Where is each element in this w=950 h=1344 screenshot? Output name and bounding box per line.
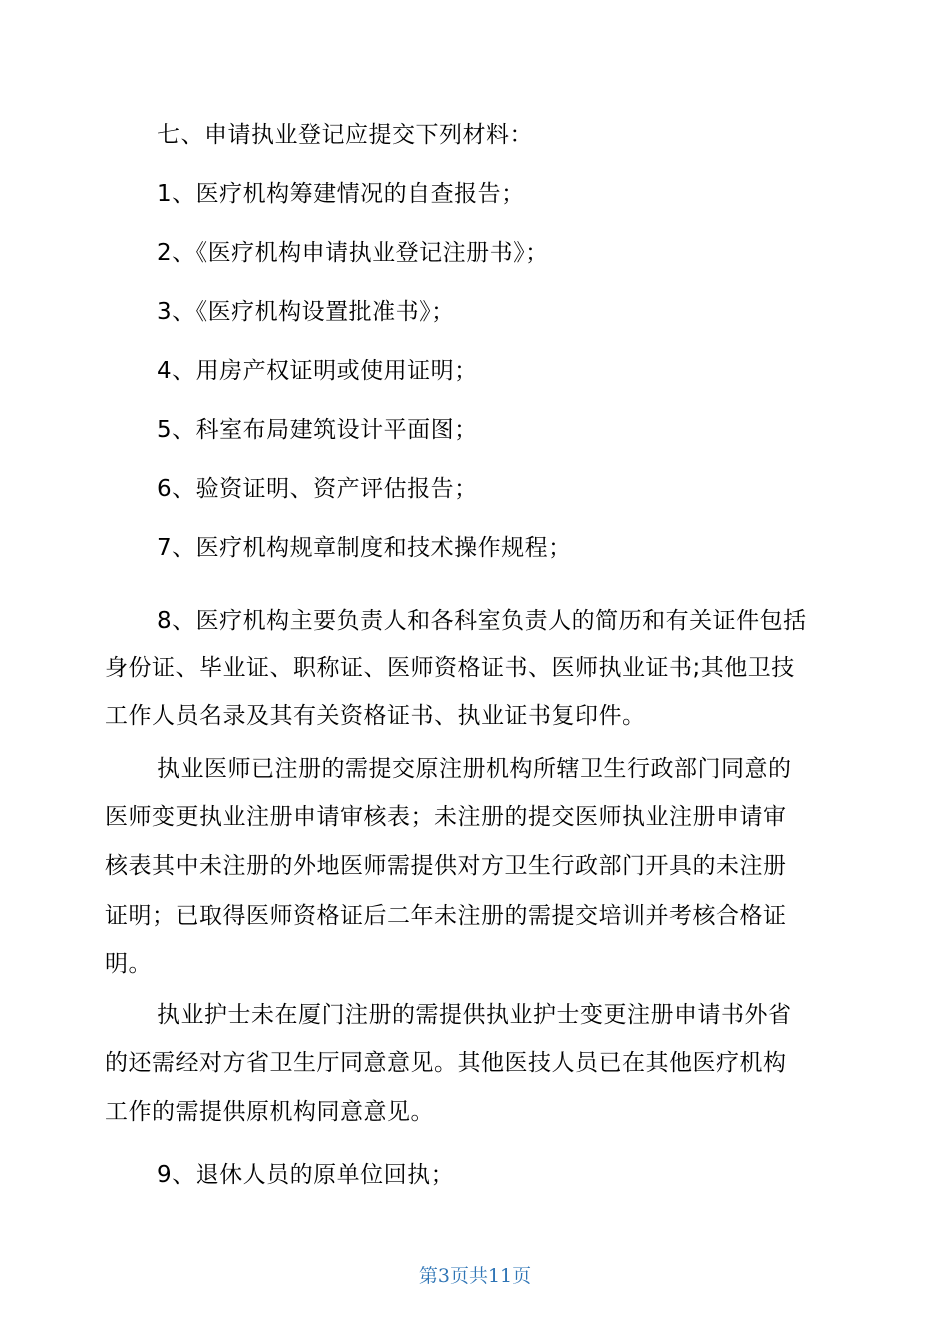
paragraph-line: 核表其中未注册的外地医师需提供对方卫生行政部门开具的未注册 <box>105 853 787 879</box>
paragraph-line: 证明；已取得医师资格证后二年未注册的需提交培训并考核合格证 <box>105 903 787 929</box>
list-item: 5、科室布局建筑设计平面图； <box>157 417 478 443</box>
list-item: 7、医疗机构规章制度和技术操作规程； <box>157 535 572 561</box>
list-item: 2、《医疗机构申请执业登记注册书》； <box>157 240 549 266</box>
section-heading: 七、申请执业登记应提交下列材料： <box>157 122 533 148</box>
paragraph-line: 执业医师已注册的需提交原注册机构所辖卫生行政部门同意的 <box>157 756 792 782</box>
paragraph-line: 工作人员名录及其有关资格证书、执业证书复印件。 <box>105 703 646 729</box>
paragraph-line: 医师变更执业注册申请审核表；未注册的提交医师执业注册申请审 <box>105 804 787 830</box>
list-item: 3、《医疗机构设置批准书》； <box>157 299 455 325</box>
paragraph-line: 身份证、毕业证、职称证、医师资格证书、医师执业证书;其他卫技 <box>105 655 795 681</box>
list-item: 9、退休人员的原单位回执； <box>157 1162 455 1188</box>
paragraph-line: 执业护士未在厦门注册的需提供执业护士变更注册申请书外省 <box>157 1002 792 1028</box>
paragraph-line: 8、医疗机构主要负责人和各科室负责人的简历和有关证件包括 <box>157 608 807 634</box>
list-item: 6、验资证明、资产评估报告； <box>157 476 478 502</box>
page-indicator: 第3页共11页 <box>418 1265 532 1287</box>
list-item: 4、用房产权证明或使用证明； <box>157 358 478 384</box>
paragraph-line: 明。 <box>105 951 152 977</box>
list-item: 1、医疗机构筹建情况的自查报告； <box>157 181 525 207</box>
paragraph-line: 工作的需提供原机构同意意见。 <box>105 1099 434 1125</box>
paragraph-line: 的还需经对方省卫生厅同意意见。其他医技人员已在其他医疗机构 <box>105 1050 787 1076</box>
